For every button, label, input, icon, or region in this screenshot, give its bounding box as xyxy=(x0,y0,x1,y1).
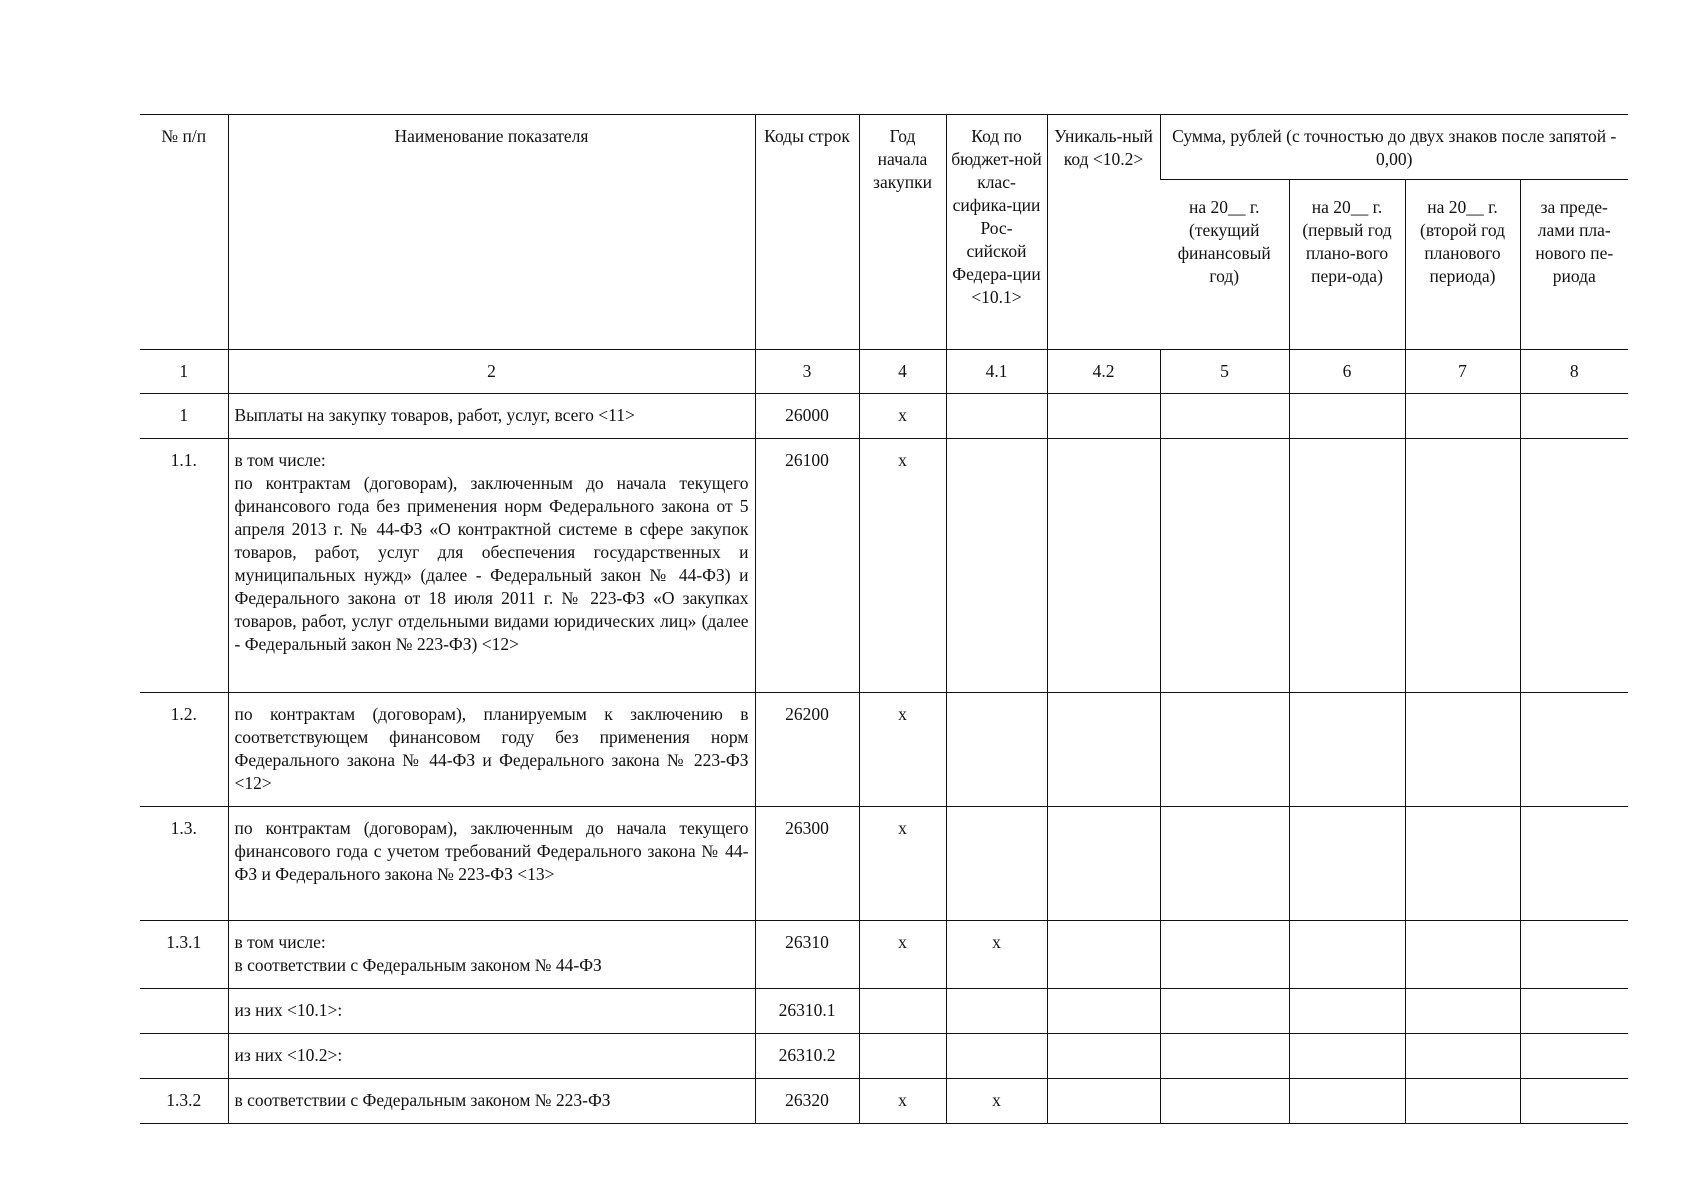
header-year-second: на 20__ г. (второй год планового периода) xyxy=(1405,180,1520,350)
row-sum-beyond xyxy=(1520,989,1628,1034)
header-beyond: за преде-лами пла-нового пе-риода xyxy=(1520,180,1628,350)
row-kbk xyxy=(946,989,1047,1034)
row-name-text: Выплаты на закупку товаров, работ, услуг, всего <11> xyxy=(234,405,635,425)
row-kbk xyxy=(946,807,1047,921)
col-number: 7 xyxy=(1405,350,1520,394)
header-unique-code: Уникаль-ный код <10.2> xyxy=(1047,115,1160,350)
table-row xyxy=(140,394,1628,439)
header-year-first: на 20__ г. (первый год плано-вого пери-ода) xyxy=(1289,180,1405,350)
table-row xyxy=(140,921,1628,989)
row-sum-first xyxy=(1289,807,1405,921)
row-sum-first xyxy=(1289,1034,1405,1079)
row-number: 1.3. xyxy=(140,807,228,921)
row-code: 26300 xyxy=(755,807,859,921)
row-unique-code xyxy=(1047,693,1160,807)
row-sum-current xyxy=(1160,1079,1289,1124)
header-sum: Сумма, рублей (с точностью до двух знаков после запятой - 0,00) xyxy=(1160,115,1628,180)
row-year: x xyxy=(859,439,946,693)
row-name-text: в соответствии с Федеральным законом № 223-ФЗ xyxy=(234,1090,611,1110)
row-number xyxy=(140,1034,228,1079)
row-year: x xyxy=(859,693,946,807)
header-num: № п/п xyxy=(140,115,228,350)
row-name-text: из них <10.2>: xyxy=(234,1045,343,1065)
header-year-current: на 20__ г. (текущий финансовый год) xyxy=(1160,180,1289,350)
table-row xyxy=(140,807,1628,921)
table-row xyxy=(140,1034,1628,1079)
row-year: x xyxy=(859,921,946,989)
col-number: 5 xyxy=(1160,350,1289,394)
row-year xyxy=(859,989,946,1034)
row-code: 26200 xyxy=(755,693,859,807)
row-sum-first xyxy=(1289,921,1405,989)
table-row xyxy=(140,989,1628,1034)
row-name xyxy=(228,989,755,1034)
row-code: 26000 xyxy=(755,394,859,439)
header-row xyxy=(140,115,1628,180)
col-number: 4.1 xyxy=(946,350,1047,394)
row-unique-code xyxy=(1047,394,1160,439)
row-name-text: по контрактам (договорам), планируемым к заключению в соответствующем финансовом году без применения норм Федерального закона № 44-ФЗ и Федерального закона № 223-ФЗ <12> xyxy=(234,704,749,793)
row-kbk xyxy=(946,439,1047,693)
row-name-text: в соответствии с Федеральным законом № 44-ФЗ xyxy=(234,955,602,975)
row-lead-text: в том числе: xyxy=(234,932,326,952)
col-number: 3 xyxy=(755,350,859,394)
row-sum-beyond xyxy=(1520,693,1628,807)
row-name xyxy=(228,693,755,807)
col-number: 2 xyxy=(228,350,755,394)
row-sum-current xyxy=(1160,394,1289,439)
row-sum-current xyxy=(1160,439,1289,693)
row-sum-second xyxy=(1405,394,1520,439)
row-sum-second xyxy=(1405,693,1520,807)
table-row xyxy=(140,693,1628,807)
row-number xyxy=(140,989,228,1034)
header-codes: Коды строк xyxy=(755,115,859,350)
row-kbk xyxy=(946,394,1047,439)
row-sum-second xyxy=(1405,439,1520,693)
row-sum-second xyxy=(1405,1079,1520,1124)
row-code: 26310 xyxy=(755,921,859,989)
row-sum-current xyxy=(1160,921,1289,989)
row-sum-second xyxy=(1405,807,1520,921)
row-year: x xyxy=(859,807,946,921)
row-name xyxy=(228,1079,755,1124)
row-sum-first xyxy=(1289,693,1405,807)
row-name xyxy=(228,1034,755,1079)
col-number: 1 xyxy=(140,350,228,394)
row-year: x xyxy=(859,1079,946,1124)
row-sum-beyond xyxy=(1520,1079,1628,1124)
row-unique-code xyxy=(1047,439,1160,693)
col-number: 8 xyxy=(1520,350,1628,394)
row-year: x xyxy=(859,394,946,439)
col-number: 4.2 xyxy=(1047,350,1160,394)
row-unique-code xyxy=(1047,807,1160,921)
column-numbers-row xyxy=(140,350,1628,394)
col-number: 4 xyxy=(859,350,946,394)
row-number: 1.3.2 xyxy=(140,1079,228,1124)
row-sum-first xyxy=(1289,394,1405,439)
row-sum-first xyxy=(1289,1079,1405,1124)
row-kbk: x xyxy=(946,921,1047,989)
row-code: 26310.1 xyxy=(755,989,859,1034)
header-kbk: Код по бюджет-ной клас-сифика-ции Рос-сийской Федера-ции <10.1> xyxy=(946,115,1047,350)
row-sum-current xyxy=(1160,989,1289,1034)
row-number: 1.3.1 xyxy=(140,921,228,989)
row-kbk: x xyxy=(946,1079,1047,1124)
row-sum-current xyxy=(1160,1034,1289,1079)
row-code: 26100 xyxy=(755,439,859,693)
row-name-text: по контрактам (договорам), заключенным до начала текущего финансового года без применения норм Федерального закона от 5 апреля 2013 г. № 44-ФЗ «О контрактной системе в сфере закупок товаров, работ, услуг для обеспечения государственных и муниципальных нужд» (далее - Федеральный закон № 44-ФЗ) и Федерального закона от 18 июля 2011 г. № 223-ФЗ «О закупках товаров, работ, услуг отдельными видами юридических лиц» (далее - Федеральный закон № 223-ФЗ) <12> xyxy=(234,473,749,654)
table-row xyxy=(140,439,1628,693)
row-name-text: по контрактам (договорам), заключенным до начала текущего финансового года с учетом требований Федерального закона № 44-ФЗ и Федерального закона № 223-ФЗ <13> xyxy=(234,818,749,884)
row-sum-first xyxy=(1289,989,1405,1034)
row-name xyxy=(228,439,755,693)
row-sum-beyond xyxy=(1520,807,1628,921)
row-sum-second xyxy=(1405,921,1520,989)
header-name: Наименование показателя xyxy=(228,115,755,350)
row-number: 1.2. xyxy=(140,693,228,807)
row-unique-code xyxy=(1047,1079,1160,1124)
row-unique-code xyxy=(1047,921,1160,989)
row-sum-current xyxy=(1160,807,1289,921)
row-code: 26310.2 xyxy=(755,1034,859,1079)
row-sum-first xyxy=(1289,439,1405,693)
row-number: 1.1. xyxy=(140,439,228,693)
row-unique-code xyxy=(1047,989,1160,1034)
header-year: Год начала закупки xyxy=(859,115,946,350)
row-sum-second xyxy=(1405,989,1520,1034)
row-year xyxy=(859,1034,946,1079)
row-sum-current xyxy=(1160,693,1289,807)
row-kbk xyxy=(946,693,1047,807)
row-sum-beyond xyxy=(1520,921,1628,989)
indicator-table xyxy=(140,114,1628,1124)
row-lead-text: в том числе: xyxy=(234,450,326,470)
row-name xyxy=(228,807,755,921)
row-sum-second xyxy=(1405,1034,1520,1079)
row-name xyxy=(228,921,755,989)
table-row xyxy=(140,1079,1628,1124)
row-number: 1 xyxy=(140,394,228,439)
row-sum-beyond xyxy=(1520,394,1628,439)
col-number: 6 xyxy=(1289,350,1405,394)
row-kbk xyxy=(946,1034,1047,1079)
row-name-text: из них <10.1>: xyxy=(234,1000,343,1020)
row-code: 26320 xyxy=(755,1079,859,1124)
row-unique-code xyxy=(1047,1034,1160,1079)
row-name xyxy=(228,394,755,439)
row-sum-beyond xyxy=(1520,1034,1628,1079)
row-sum-beyond xyxy=(1520,439,1628,693)
